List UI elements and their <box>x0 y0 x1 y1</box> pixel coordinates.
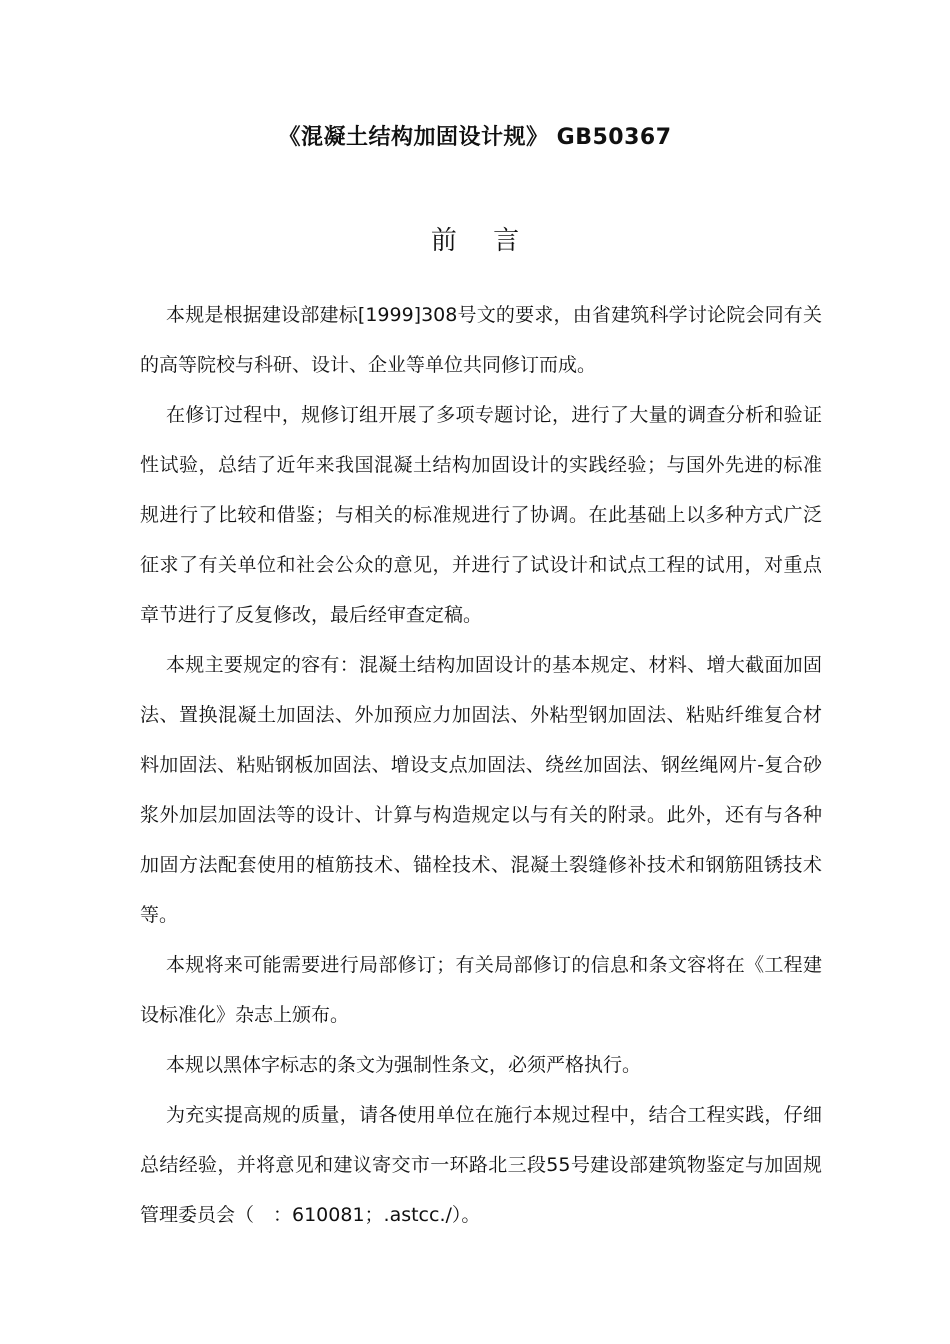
document-body <box>140 290 822 1240</box>
document-title: 《混凝土结构加固设计规》 GB50367 <box>278 125 672 150</box>
paragraph: 本规以黑体字标志的条文为强制性条文，必须严格执行。 <box>166 1054 642 1076</box>
paragraph: 本规是根据建设部建标[1999]308号文的要求，由省建筑科学讨论院会同有关的高等院校与科研、设计、企业等单位共同修订而成。 <box>140 304 822 376</box>
paragraph: 本规主要规定的容有：混凝土结构加固设计的基本规定、材料、增大截面加固法、置换混凝土加固法、外加预应力加固法、外粘型钢加固法、粘贴纤维复合材料加固法、粘贴钢板加固法、增设支点加固法、绕丝加固法、钢丝绳网片-复合砂浆外加层加固法等的设计、计算与构造规定以与有关的附录。此外，还有与各种加固方法配套使用的植筋技术、锚栓技术、混凝土裂缝修补技术和钢筋阻锈技术等。 <box>140 654 822 926</box>
section-heading: 前 言 <box>430 226 534 256</box>
paragraph: 在修订过程中，规修订组开展了多项专题讨论，进行了大量的调查分析和验证性试验，总结了近年来我国混凝土结构加固设计的实践经验；与国外先进的标准规进行了比较和借鉴；与相关的标准规进行了协调。在此基础上以多种方式广泛征求了有关单位和社会公众的意见，并进行了试设计和试点工程的试用，对重点章节进行了反复修改，最后经审查定稿。 <box>140 404 822 626</box>
paragraph: 为充实提高规的质量，请各使用单位在施行本规过程中，结合工程实践，仔细总结经验，并将意见和建议寄交市一环路北三段55号建设部建筑物鉴定与加固规管理委员会（ ：610081；.astcc./）。 <box>140 1104 822 1226</box>
paragraph: 本规将来可能需要进行局部修订；有关局部修订的信息和条文容将在《工程建设标准化》杂志上颁布。 <box>140 954 822 1026</box>
